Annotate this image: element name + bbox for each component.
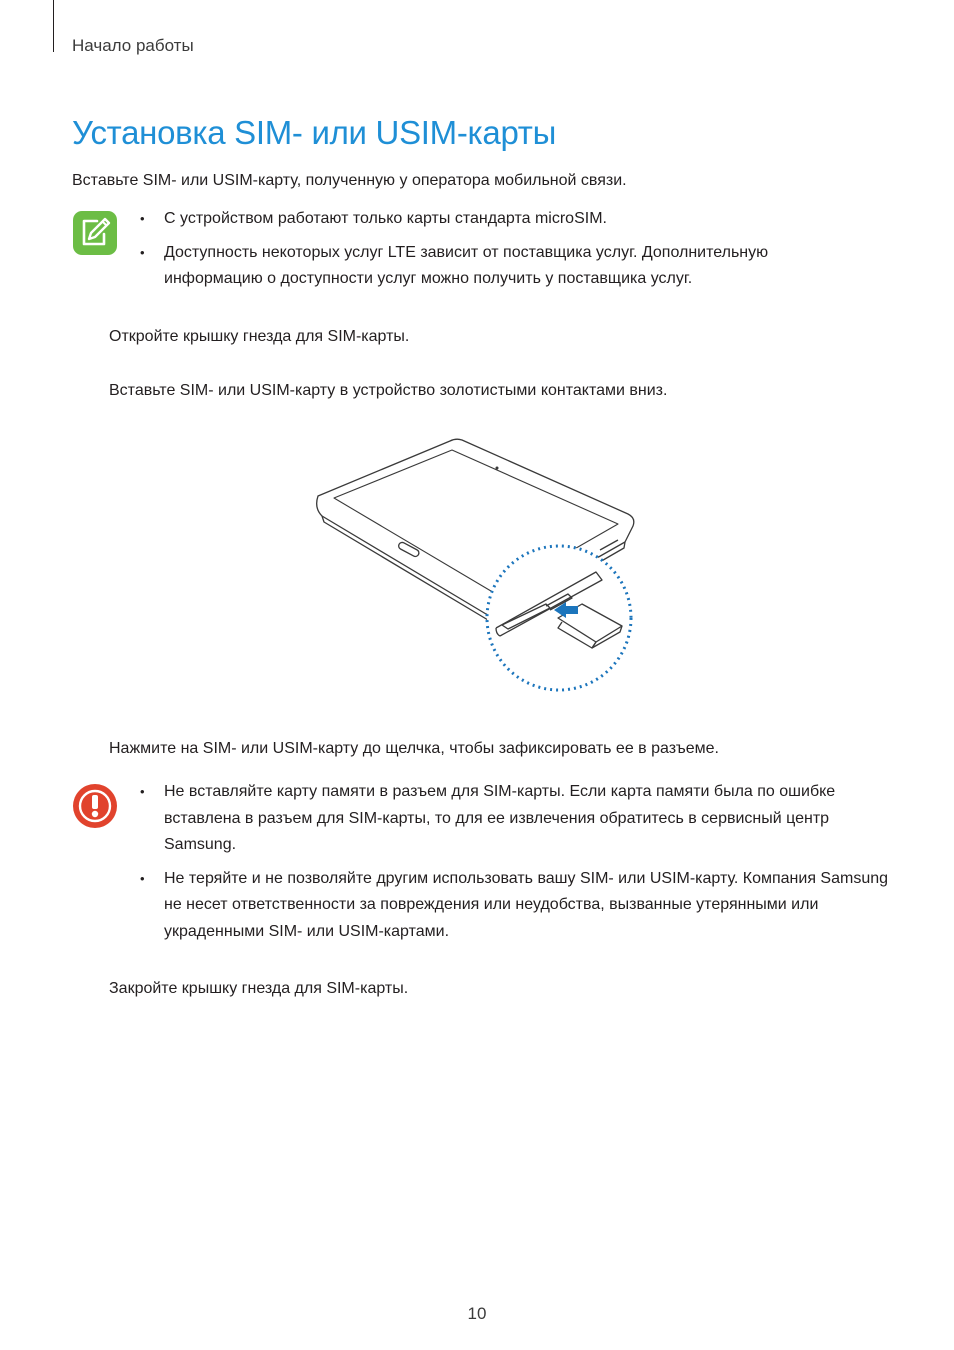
step-2: Вставьте SIM- или USIM-карту в устройство золотистыми контактами вниз. [109,382,668,399]
caution-item-text: Не теряйте и не позволяйте другим использовать вашу SIM- или USIM-карту. Компания Samsung не несет ответственности за повреждения или неудобства, вызванные утерянными или украденными SIM- или USIM-картами. [164,869,889,940]
caution-item-text: Не вставляйте карту памяти в разъем для SIM-карты. Если карта памяти была по ошибке вставлена в разъем для SIM-карты, то для ее извлечения обратитесь в сервисный центр Samsung. [164,783,836,853]
note-item: • Доступность некоторых услуг LTE зависит от поставщика услуг. Дополнительную информацию о доступности услуг можно получить у поставщика услуг. [140,243,769,287]
page-title: Установка SIM- или USIM-карты [72,114,557,151]
note-item-text: Доступность некоторых услуг LTE зависит от поставщика услуг. Дополнительную информацию о доступности услуг можно получить у поставщика услуг. [164,243,769,287]
corner-rule [53,0,54,52]
caution-item: • Не теряйте и не позволяйте другим использовать вашу SIM- или USIM-карту. Компания Samsung не несет ответственности за повреждения или неудобства, вызванные утерянными или украденными SIM- или USIM-картами. [140,869,889,940]
intro-text: Вставьте SIM- или USIM-карту, полученную у оператора мобильной связи. [72,172,627,189]
note-pencil-icon [72,210,118,256]
note-item: • С устройством работают только карты стандарта microSIM. [140,210,607,227]
page-number: 10 [467,1304,487,1323]
step-1: Откройте крышку гнезда для SIM-карты. [109,328,410,345]
caution-list [140,779,890,952]
sim-insertion-illustration [300,430,650,700]
caution-item: • Не вставляйте карту памяти в разъем для SIM-карты. Если карта памяти была по ошибке вставлена в разъем для SIM-карты, то для ее извлечения обратитесь в сервисный центр Samsung. [140,783,836,853]
section-label: Начало работы [72,36,194,55]
step-4: Закройте крышку гнезда для SIM-карты. [109,980,409,997]
caution-exclamation-icon [72,783,118,829]
note-list [140,206,860,300]
note-item-text: С устройством работают только карты стандарта microSIM. [164,210,607,227]
step-3: Нажмите на SIM- или USIM-карту до щелчка, чтобы зафиксировать ее в разъеме. [109,740,719,757]
